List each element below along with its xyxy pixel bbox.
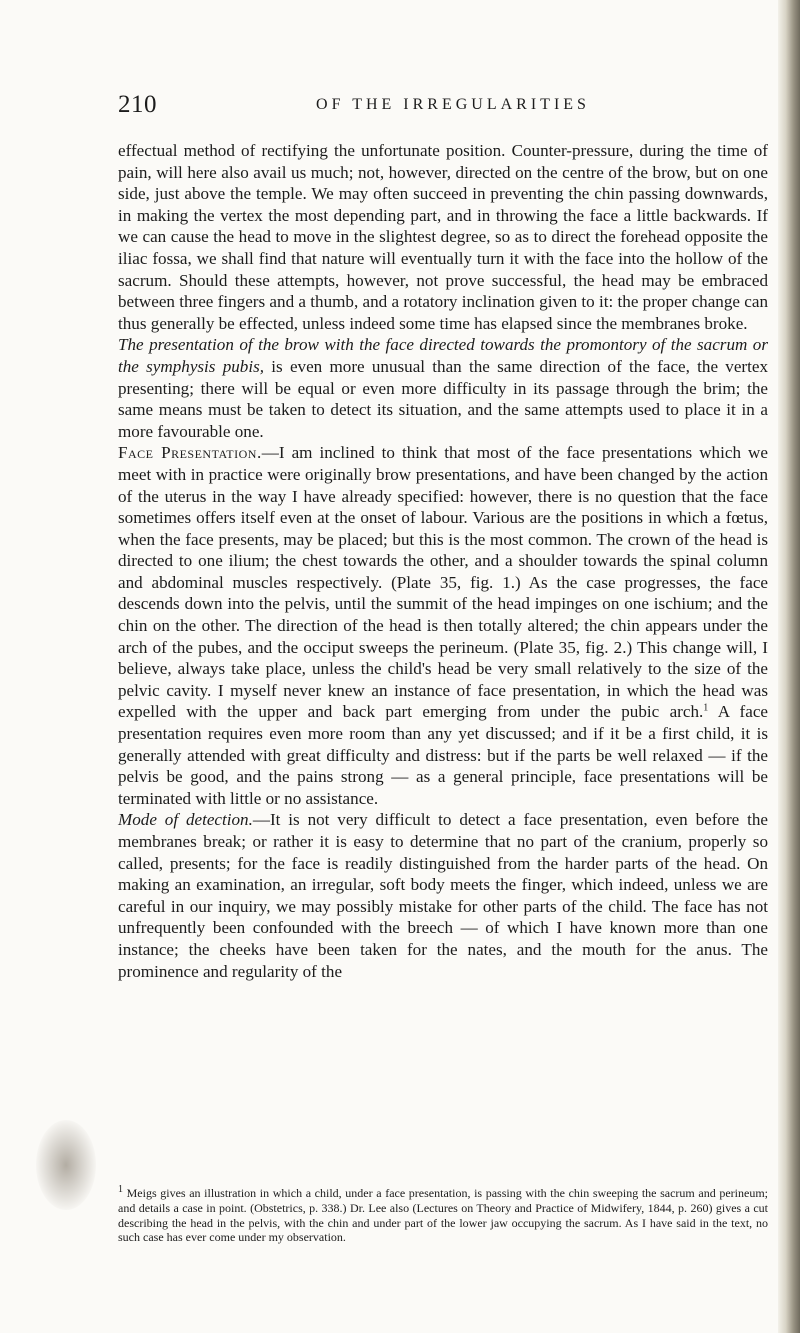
footnote-mark: 1 bbox=[118, 1184, 123, 1195]
page-stain bbox=[36, 1120, 96, 1210]
brow-presentation-text: is even more unusual than the same direction of the face, the vertex presenting; there will be equal or even more difficulty in its passage through the brim; the same means must be taken to detect its situation, and the same attempts used to place it in a more favourable one. bbox=[118, 356, 768, 441]
body-text bbox=[118, 140, 768, 982]
page-edge-shadow bbox=[778, 0, 800, 1333]
paragraph-mode-of-detection bbox=[118, 809, 768, 982]
paragraph-brow-presentation bbox=[118, 334, 768, 442]
face-presentation-heading: Face Presentation. bbox=[118, 443, 262, 463]
footnote-text: Meigs gives an illustration in which a child, under a face presentation, is passing with the chin sweeping the sacrum and perineum; and details a case in point. (Obstetrics, p. 338.) Dr. Lee also (Lectures on Theory and Practice of Midwifery, 1844, p. 260) gives a cut describing the head in the pelvis, with the chin and under part of the lower jaw occupying the sacrum. As I have said in the text, no such case has ever come under my observation. bbox=[118, 1186, 768, 1245]
page-number: 210 bbox=[118, 91, 157, 118]
mode-of-detection-italic: Mode of detection. bbox=[118, 810, 253, 830]
page-header bbox=[118, 91, 768, 117]
footnote-reference: 1 bbox=[703, 702, 709, 714]
footnotes bbox=[118, 1186, 768, 1245]
face-presentation-text-continued: A face presentation requires even more room than any yet discussed; and if it be a first child, it is generally attended with great difficulty and distress: but if the parts be well relaxed — if the pelvis be good, and the pains strong — as a general principle, face presentations will be terminated with little or no assistance. bbox=[118, 702, 768, 808]
brow-presentation-italic: The presentation of the brow with the face directed towards the promontory of the sacrum or the symphysis pubis, bbox=[118, 335, 768, 376]
paragraph-rectifying-position: effectual method of rectifying the unfortunate position. Counter-pressure, during the time of pain, will here also avail us much; not, however, directed on the centre of the brow, but on one side, just above the temple. We may often succeed in preventing the chin passing downwards, in making the vertex the most depending part, and in throwing the face a little backwards. If we can cause the head to move in the slightest degree, so as to direct the forehead opposite the iliac fossa, we shall find that nature will eventually turn it with the face into the hollow of the sacrum. Should these attempts, however, not prove successful, the head may be embraced between three fingers and a thumb, and a rotatory inclination given to it: the proper change can thus generally be effected, unless indeed some time has elapsed since the membranes broke. bbox=[118, 141, 768, 333]
footnote bbox=[118, 1186, 768, 1245]
mode-of-detection-text: —It is not very difficult to detect a face presentation, even before the membranes break; or rather it is easy to determine that no part of the cranium, properly so called, presents; for the face is readily distinguished from the harder parts of the head. On making an examination, an irregular, soft body meets the finger, which indeed, unless we are careful in our inquiry, we may possibly mistake for other parts of the child. The face has not unfrequently been confounded with the breech — of which I have known more than one instance; the cheeks have been taken for the nates, and the mouth for the anus. The prominence and regularity of the bbox=[118, 810, 769, 981]
running-title: OF THE IRREGULARITIES bbox=[316, 96, 590, 113]
paragraph-face-presentation bbox=[118, 442, 768, 809]
face-presentation-text: —I am inclined to think that most of the face presentations which we meet with in practice were originally brow presentations, and have been changed by the action of the uterus in the way I have already specified: however, there is no question that the face sometimes offers itself even at the onset of labour. Various are the positions in which a fœtus, when the face presents, may be placed; but this is the most common. The crown of the head is directed to one ilium; the chest towards the other, and a shoulder towards the spinal column and abdominal muscles respectively. (Plate 35, fig. 1.) As the case progresses, the face descends down into the pelvis, until the summit of the head impinges on one ischium; and the chin on the other. The direction of the head is then totally altered; the chin appears under the arch of the pubes, and the occiput sweeps the perineum. (Plate 35, fig. 2.) This change will, I believe, always take place, unless the child's head be very small relatively to the size of the pelvic cavity. I myself never knew an instance of face presentation, in which the head was expelled with the upper and back part emerging from under the pubic arch. bbox=[118, 443, 768, 722]
